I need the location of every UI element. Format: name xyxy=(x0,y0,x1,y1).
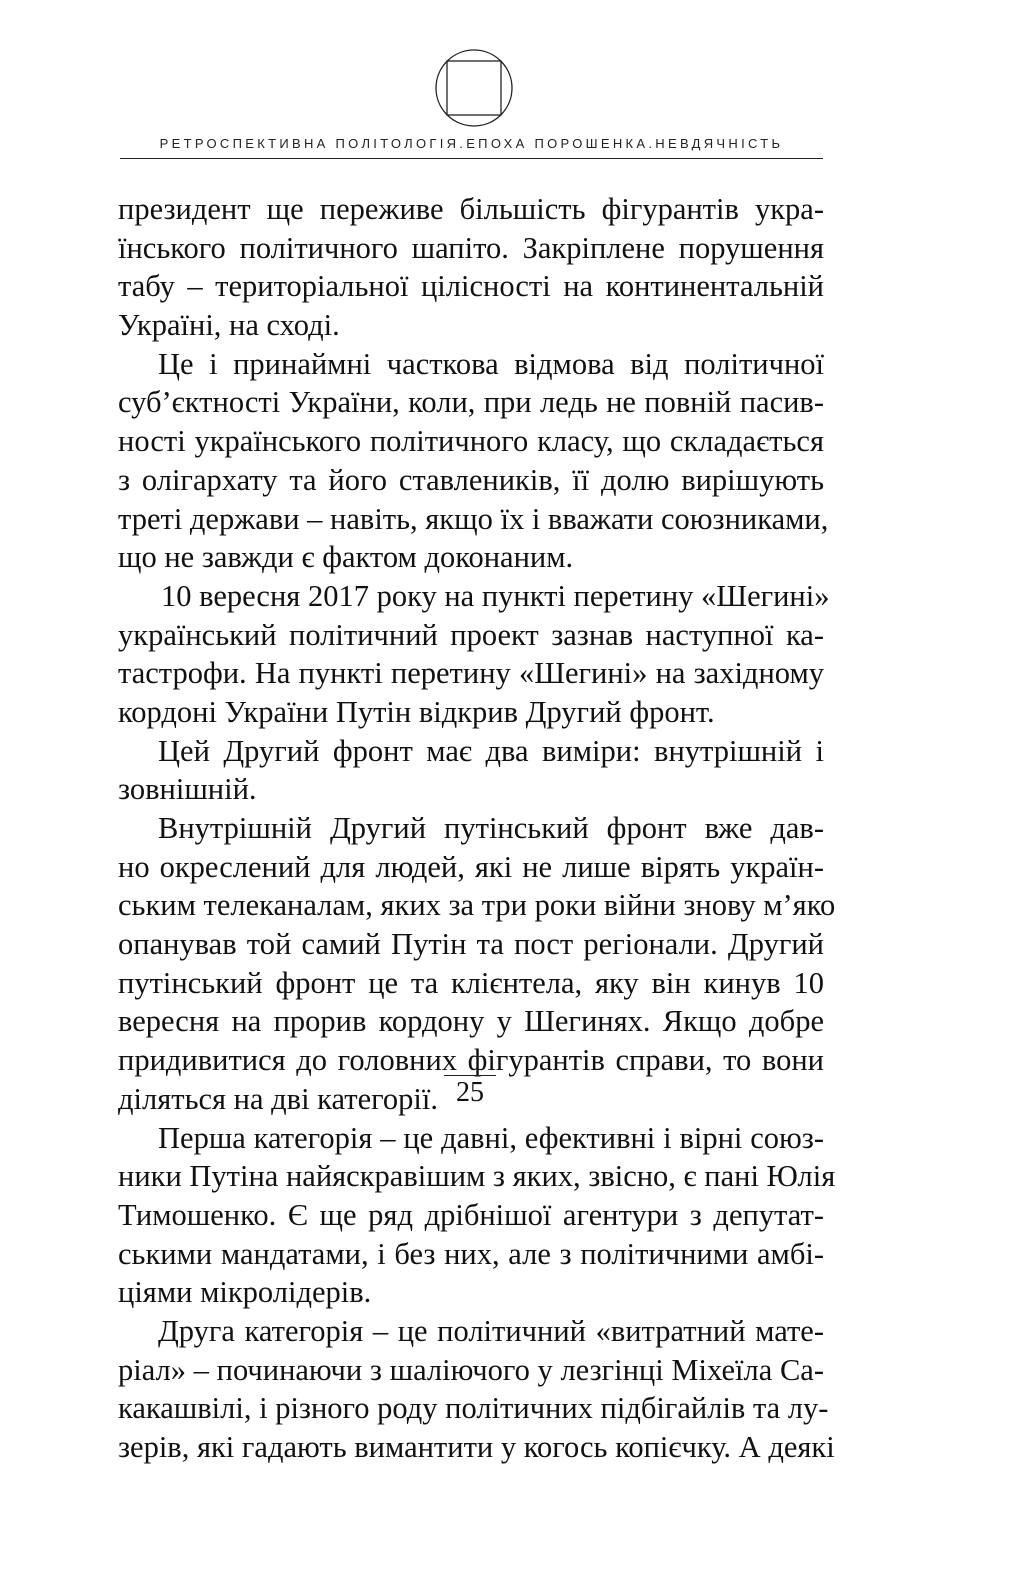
text-line: тастрофи. На пункті перетину «Шегині» на західному xyxy=(118,656,824,691)
text-line: какашвілі, і різного роду політичних підбігайлів та лу- xyxy=(118,1391,829,1426)
text-line: що не завжди є фактом доконаним. xyxy=(118,540,574,575)
text-line: но окреслений для людей, які не лише вірять україн- xyxy=(118,849,824,884)
text-line: ціями мікролідерів. xyxy=(118,1275,372,1310)
body-text xyxy=(118,190,836,1467)
text-line: ським телеканалам, яких за три роки війни знову м’яко xyxy=(118,888,836,923)
text-line: український політичний проект зазнав наступної ка- xyxy=(118,617,824,652)
text-line: їнського політичного шапіто. Закріплене порушення xyxy=(118,230,824,265)
text-line: Тимошенко. Є ще ряд дрібнішої агентури з депутат- xyxy=(118,1197,824,1232)
text-line: ріал» – починаючи з шаліючого у лезгінці Міхеїла Са- xyxy=(118,1352,824,1387)
text-line: треті держави – навіть, якщо їх і вважати союзниками, xyxy=(118,501,829,536)
text-line: зерів, які гадають вимантити у когось копієчку. А деякі xyxy=(118,1430,835,1464)
text-line: ськими мандатами, і без них, але з політичними амбі- xyxy=(118,1236,824,1271)
text-line: кордоні України Путін відкрив Другий фронт. xyxy=(118,694,715,729)
text-line: опанував той самий Путін та пост регіонали. Другий xyxy=(118,927,824,962)
text-line: з олігархату та його ставлеників, її долю вирішують xyxy=(118,462,824,497)
running-head: РЕТРОСПЕКТИВНА ПОЛІТОЛОГІЯ.ЕПОХА ПОРОШЕНКА.НЕВДЯЧНІСТЬ xyxy=(159,136,784,151)
text-line: вересня на прорив кордону у Шегинях. Якщо добре xyxy=(118,1004,824,1039)
text-line: Україні, на сході. xyxy=(118,308,340,343)
text-line: Внутрішній Другий путінський фронт вже дав- xyxy=(158,811,824,845)
text-line: придивитися до головних фігурантів справи, то вони xyxy=(118,1043,824,1078)
text-line: ники Путіна найяскравішим з яких, звісно, є пані Юлія xyxy=(118,1159,836,1194)
text-line: Друга категорія – це політичний «витратний мате- xyxy=(158,1313,824,1348)
text-line: діляться на дві категорії. xyxy=(118,1081,438,1116)
text-line: 10 вересня 2017 року на пункті перетину «Шегині» xyxy=(161,578,830,613)
text-line: президент ще переживе більшість фігурантів укра- xyxy=(118,192,824,226)
emblem-icon xyxy=(434,48,514,128)
text-line: суб’єктності України, коли, при ледь не повній пасив- xyxy=(118,385,824,420)
text-line: Цей Другий фронт має два виміри: внутрішній і xyxy=(158,733,824,768)
header-rule xyxy=(120,158,823,159)
text-line: зовнішній. xyxy=(118,772,257,807)
text-line: путінський фронт це та клієнтела, яку він кинув 10 xyxy=(118,965,824,1000)
text-line: ності українського політичного класу, що складається xyxy=(118,424,824,459)
text-line: табу – територіальної цілісності на континентальній xyxy=(118,269,824,304)
page-number: 25 xyxy=(456,1077,484,1108)
text-line: Це і принаймні часткова відмова від політичної xyxy=(158,346,824,381)
text-line: Перша категорія – це давні, ефективні і вірні союз- xyxy=(158,1120,824,1155)
